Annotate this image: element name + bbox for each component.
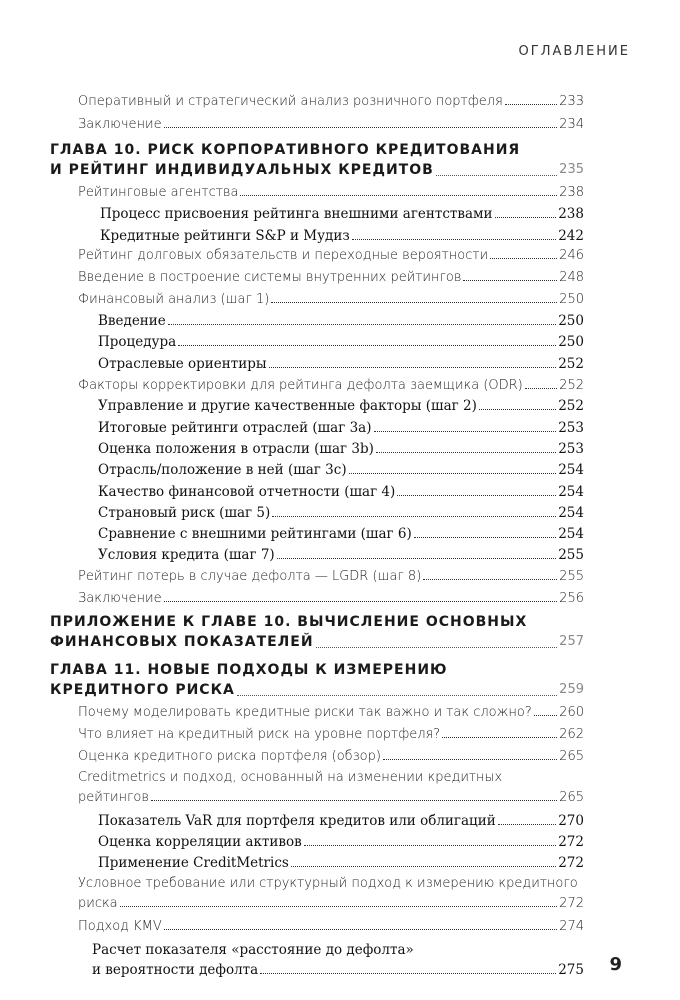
toc-entry-page: 250	[558, 334, 584, 350]
dot-leader	[316, 647, 558, 648]
toc-entry-page: 262	[559, 727, 584, 742]
toc-entry[interactable]	[78, 248, 584, 263]
toc-entry-page: 252	[559, 378, 584, 393]
toc-entry[interactable]	[78, 727, 584, 742]
toc-subentry[interactable]	[98, 334, 584, 350]
toc-entry-page: 255	[559, 569, 584, 584]
toc-entry-title: Кредитные рейтинги S&P и Мудиз	[100, 228, 350, 244]
dot-leader	[178, 345, 556, 346]
toc-entry-page: 257	[559, 634, 584, 649]
toc-entry-page: 254	[558, 484, 584, 500]
toc-entry-page: 252	[558, 398, 584, 414]
dot-leader	[269, 367, 557, 368]
toc-entry-title: Рейтинг долговых обязательств и переходные вероятности	[78, 248, 489, 263]
toc-entry-page: 274	[559, 919, 584, 934]
toc-entry-page: 233	[559, 94, 584, 109]
dot-leader	[534, 715, 557, 716]
dot-leader	[277, 558, 557, 559]
chapter-title-line2: КРЕДИТНОГО РИСКА	[50, 682, 235, 698]
toc-entry-title-line2: и вероятности дефолта	[92, 962, 259, 978]
toc-entry-page: 253	[558, 420, 584, 436]
toc-entry-title: Условия кредита (шаг 7)	[98, 547, 275, 563]
toc-entry-title: Что влияет на кредитный риск на уровне портфеля?	[78, 727, 441, 742]
toc-subentry[interactable]	[98, 547, 584, 563]
toc-entry-title: Финансовый анализ (шаг 1)	[78, 292, 270, 307]
toc-entry-page: 234	[559, 117, 584, 132]
dot-leader	[164, 601, 558, 602]
dot-leader	[525, 388, 557, 389]
toc-entry[interactable]	[78, 378, 584, 393]
dot-leader	[260, 973, 556, 974]
toc-entry-title: Отраслевые ориентиры	[98, 356, 267, 372]
toc-entry[interactable]	[78, 569, 584, 584]
toc-entry-title-line1: Условное требование или структурный подход к измерению кредитного	[78, 876, 578, 891]
appendix-title-line2: ФИНАНСОВЫХ ПОКАЗАТЕЛЕЙ	[50, 634, 314, 650]
toc-entry[interactable]	[78, 749, 584, 764]
toc-subentry[interactable]	[98, 398, 584, 414]
toc-subentry[interactable]	[98, 834, 584, 850]
dot-leader	[383, 759, 557, 760]
dot-leader	[151, 800, 557, 801]
toc-entry-title-line2: рейтингов	[78, 790, 149, 805]
dot-leader	[423, 579, 557, 580]
toc-entry-page: 246	[559, 248, 584, 263]
toc-subentry[interactable]	[98, 855, 584, 871]
toc-entry-title: Оценка кредитного риска портфеля (обзор)	[78, 749, 381, 764]
toc-entry-title: Введение в построение системы внутренних рейтингов	[78, 270, 462, 285]
toc-entry-title: Процедура	[98, 334, 177, 350]
dot-leader	[271, 302, 557, 303]
toc-entry-page: 252	[558, 356, 584, 372]
dot-leader	[495, 217, 557, 218]
toc-entry-page: 238	[559, 185, 584, 200]
toc-entry-page: 272	[559, 896, 584, 911]
dot-leader	[479, 409, 556, 410]
appendix-heading[interactable]	[50, 612, 584, 652]
appendix-title-line1: ПРИЛОЖЕНИЕ К ГЛАВЕ 10. ВЫЧИСЛЕНИЕ ОСНОВНЫХ	[50, 614, 528, 630]
dot-leader	[168, 324, 556, 325]
toc-subentry[interactable]	[98, 462, 584, 478]
dot-leader	[463, 280, 557, 281]
dot-leader	[436, 175, 557, 176]
toc-entry-page: 255	[558, 547, 584, 563]
toc-subentry[interactable]	[98, 484, 584, 500]
dot-leader	[304, 845, 557, 846]
toc-subentry[interactable]	[98, 526, 584, 542]
dot-leader	[240, 195, 557, 196]
dot-leader	[164, 127, 558, 128]
toc-entry[interactable]	[78, 94, 584, 109]
toc-entry-page: 265	[559, 790, 584, 805]
toc-entry-title: Почему моделировать кредитные риски так важно и так сложно?	[78, 705, 532, 720]
toc-entry-page: 250	[559, 292, 584, 307]
toc-entry-title: Применение CreditMetrics	[98, 855, 289, 871]
toc-entry-title: Оценка корреляции активов	[98, 834, 302, 850]
toc-subentry[interactable]	[98, 356, 584, 372]
dot-leader	[352, 239, 557, 240]
toc-entry[interactable]	[78, 591, 584, 606]
toc-entry-page: 259	[559, 682, 584, 697]
toc-subentry[interactable]	[98, 420, 584, 436]
toc-entry-page: 256	[559, 591, 584, 606]
dot-leader	[120, 906, 558, 907]
chapter-heading[interactable]	[50, 140, 584, 180]
toc-entry-title: Заключение	[78, 591, 162, 606]
dot-leader	[349, 473, 557, 474]
dot-leader	[374, 431, 557, 432]
running-header: ОГЛАВЛЕНИЕ	[518, 44, 630, 59]
toc-entry-page: 260	[559, 705, 584, 720]
toc-subentry[interactable]	[98, 813, 584, 829]
toc-entry-title: Итоговые рейтинги отраслей (шаг 3а)	[98, 420, 372, 436]
toc-entry[interactable]	[78, 117, 584, 132]
toc-entry-page: 270	[558, 813, 584, 829]
toc-entry-page: 238	[558, 206, 584, 222]
toc-entry-title: Процесс присвоения рейтинга внешними агентствами	[100, 206, 493, 222]
toc-entry-page: 272	[558, 834, 584, 850]
dot-leader	[291, 866, 556, 867]
toc-entry-title-line1: Creditmetrics и подход, основанный на изменении кредитных	[78, 770, 503, 785]
dot-leader	[164, 929, 557, 930]
toc-entry[interactable]	[78, 919, 584, 934]
toc-entry-title: Заключение	[78, 117, 162, 132]
toc-entry-page: 254	[558, 505, 584, 521]
dot-leader	[414, 537, 556, 538]
toc-entry-title: Подход KMV	[78, 919, 162, 934]
toc-entry-title: Рейтинговые агентства	[78, 185, 239, 200]
toc-entry[interactable]	[78, 270, 584, 285]
chapter-title-line1: ГЛАВА 10. РИСК КОРПОРАТИВНОГО КРЕДИТОВАНИЯ	[50, 142, 521, 158]
toc-entry-title: Страновый риск (шаг 5)	[98, 505, 271, 521]
toc-entry-title: Управление и другие качественные факторы (шаг 2)	[98, 398, 477, 414]
toc-entry-title: Отрасль/положение в ней (шаг 3с)	[98, 462, 347, 478]
toc-entry-title-line2: риска	[78, 896, 118, 911]
toc-entry-page: 272	[558, 855, 584, 871]
chapter-title-line1: ГЛАВА 11. НОВЫЕ ПОДХОДЫ К ИЗМЕРЕНИЮ	[50, 662, 448, 678]
dot-leader	[498, 824, 557, 825]
toc-entry-page: 254	[558, 462, 584, 478]
toc-entry[interactable]	[78, 292, 584, 307]
toc-subentry[interactable]	[98, 313, 584, 329]
toc-entry[interactable]	[78, 185, 584, 200]
toc-entry-page: 235	[559, 162, 584, 177]
toc-subentry[interactable]	[98, 441, 584, 457]
toc-entry-title: Рейтинг потерь в случае дефолта — LGDR (шаг 8)	[78, 569, 422, 584]
toc-entry-page: 250	[558, 313, 584, 329]
dot-leader	[505, 104, 557, 105]
toc-entry-page: 248	[559, 270, 584, 285]
page-number: 9	[609, 954, 622, 975]
dot-leader	[237, 695, 557, 696]
toc-entry[interactable]	[78, 705, 584, 720]
toc-subentry[interactable]	[100, 228, 584, 244]
dot-leader	[376, 452, 556, 453]
toc-entry-title: Оценка положения в отрасли (шаг 3b)	[98, 441, 374, 457]
toc-entry-title: Показатель VaR для портфеля кредитов или облигаций	[98, 813, 496, 829]
chapter-title-line2: И РЕЙТИНГ ИНДИВИДУАЛЬНЫХ КРЕДИТОВ	[50, 162, 434, 178]
toc-entry-page: 275	[558, 962, 584, 978]
dot-leader	[272, 516, 556, 517]
toc-entry-title: Введение	[98, 313, 166, 329]
chapter-heading[interactable]	[50, 660, 584, 700]
toc-entry-title-line1: Расчет показателя «расстояние до дефолта»	[92, 942, 414, 958]
toc-entry-title: Оперативный и стратегический анализ розничного портфеля	[78, 94, 503, 109]
dot-leader	[490, 258, 557, 259]
dot-leader	[397, 495, 556, 496]
toc-entry-page: 265	[559, 749, 584, 764]
toc-entry-title: Качество финансовой отчетности (шаг 4)	[98, 484, 396, 500]
toc-entry-page: 242	[558, 228, 584, 244]
toc-entry-page: 253	[558, 441, 584, 457]
toc-subentry[interactable]	[98, 505, 584, 521]
toc-subentry[interactable]	[100, 206, 584, 222]
toc-entry-page: 254	[558, 526, 584, 542]
dot-leader	[442, 737, 557, 738]
toc-entry-title: Сравнение с внешними рейтингами (шаг 6)	[98, 526, 412, 542]
toc-entry-title: Факторы корректировки для рейтинга дефолта заемщика (ODR)	[78, 378, 523, 393]
